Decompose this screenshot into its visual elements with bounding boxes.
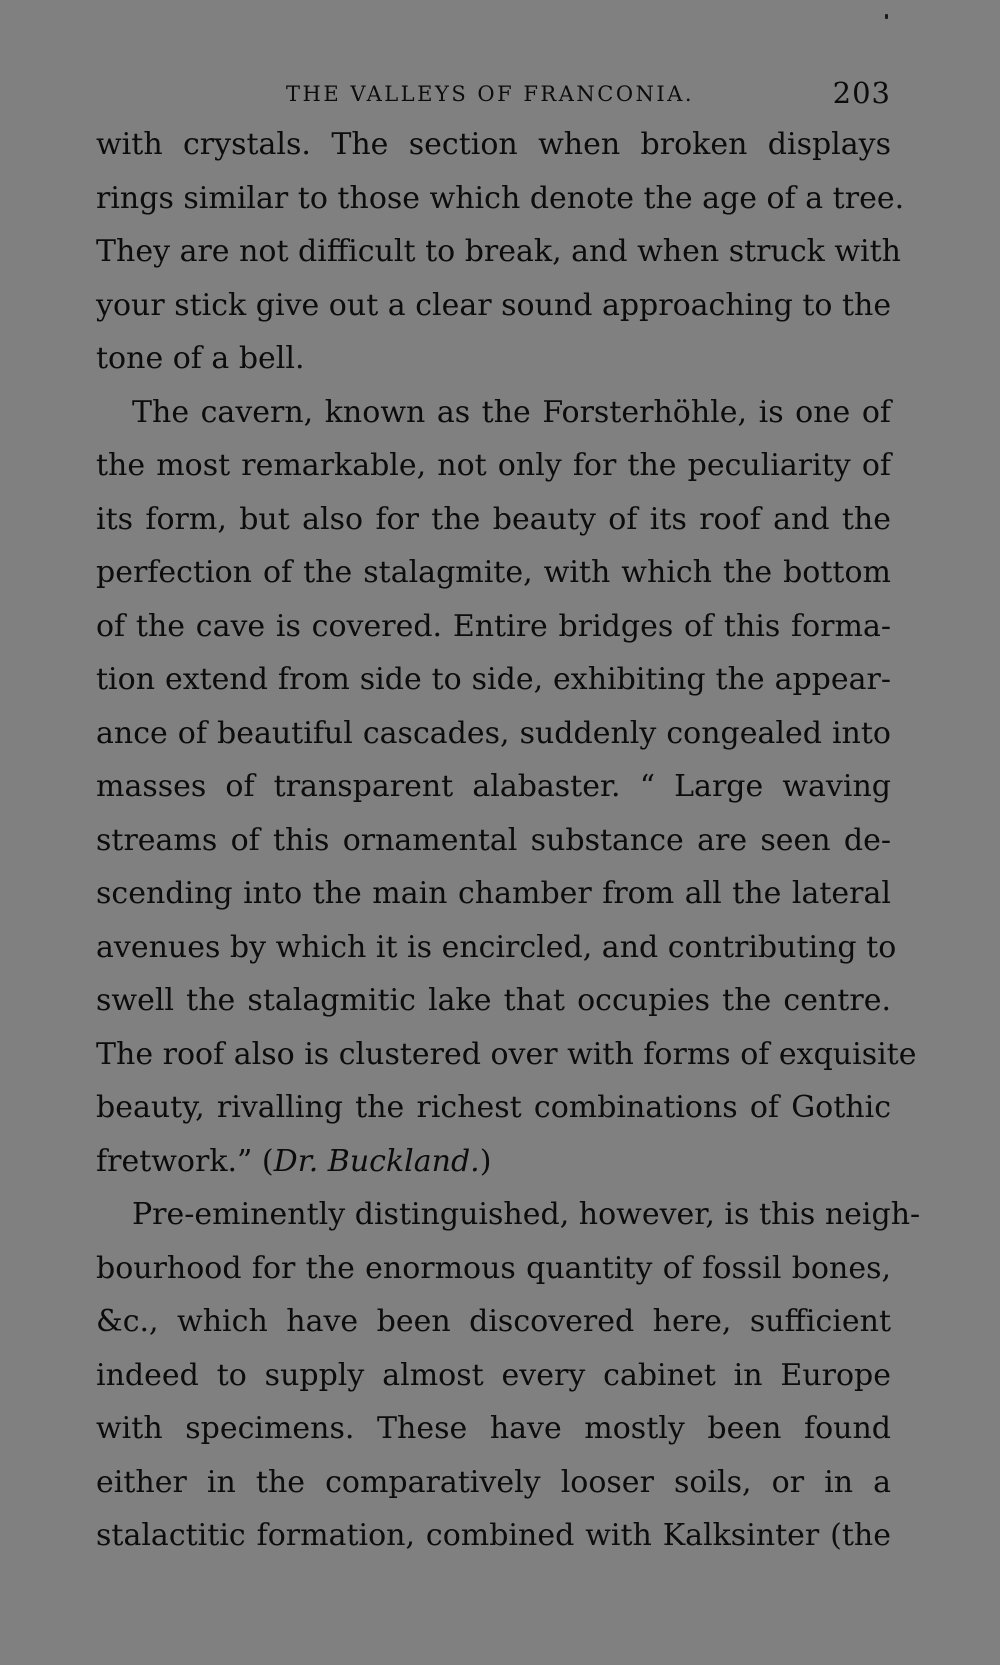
text-line: the most remarkable, not only for the peculiarity of [96,448,891,483]
text-line: streams of this ornamental substance are seen de- [96,822,891,858]
text-line: beauty, rivalling the richest combinations of Gothic [96,1090,891,1125]
text-line: tion extend from side to side, exhibiting the appear- [96,662,891,697]
text-line: Pre-eminently distinguished, however, is this neigh- [132,1197,921,1232]
paragraph [96,386,917,1189]
text-line: masses of transparent alabaster. “ Large waving [96,769,891,804]
text-line: bourhood for the enormous quantity of fossil bones, [96,1250,891,1286]
text-line: with crystals. The section when broken displays [96,127,891,162]
text-line: ance of beautiful cascades, suddenly congealed into [96,715,891,751]
text-line: perfection of the stalagmite, with which the bottom [96,555,891,590]
text-line: swell the stalagmitic lake that occupies the centre. [96,983,891,1018]
page-number: 203 [832,76,891,110]
ink-speck [885,14,888,19]
text-line: its form, but also for the beauty of its roof and the [96,501,891,537]
text-line: stalactitic formation, combined with Kalksinter (the [96,1518,891,1553]
text-line: your stick give out a clear sound approaching to the [96,287,892,323]
text-line: either in the comparatively looser soils, or in a [96,1464,891,1500]
text-line: They are not difficult to break, and when struck with [96,234,902,269]
text-line: scending into the main chamber from all the lateral [96,876,891,911]
text-line: &c., which have been discovered here, sufficient [96,1304,891,1339]
paragraph [96,118,905,386]
text-line [96,1135,891,1189]
text-line: tone of a bell. [96,341,305,376]
closing-text: fretwork.” ( [96,1143,274,1179]
text-line: rings similar to those which denote the age of a tree. [96,180,905,216]
paragraph [96,1188,921,1563]
text-line: of the cave is covered. Entire bridges of this forma- [96,608,891,644]
text-line: indeed to supply almost every cabinet in Europe [96,1357,891,1393]
book-page [96,72,921,1563]
running-head [96,72,891,112]
closing-paren: ) [479,1143,492,1179]
text-line: avenues by which it is encircled, and contributing to [96,929,897,965]
running-title: THE VALLEYS OF FRANCONIA. [286,82,695,106]
text-line: The cavern, known as the Forsterhöhle, is one of [132,394,891,430]
text-line: The roof also is clustered over with forms of exquisite [96,1036,917,1072]
text-line: with specimens. These have mostly been found [96,1411,891,1446]
citation: Dr. Buckland. [273,1143,480,1179]
